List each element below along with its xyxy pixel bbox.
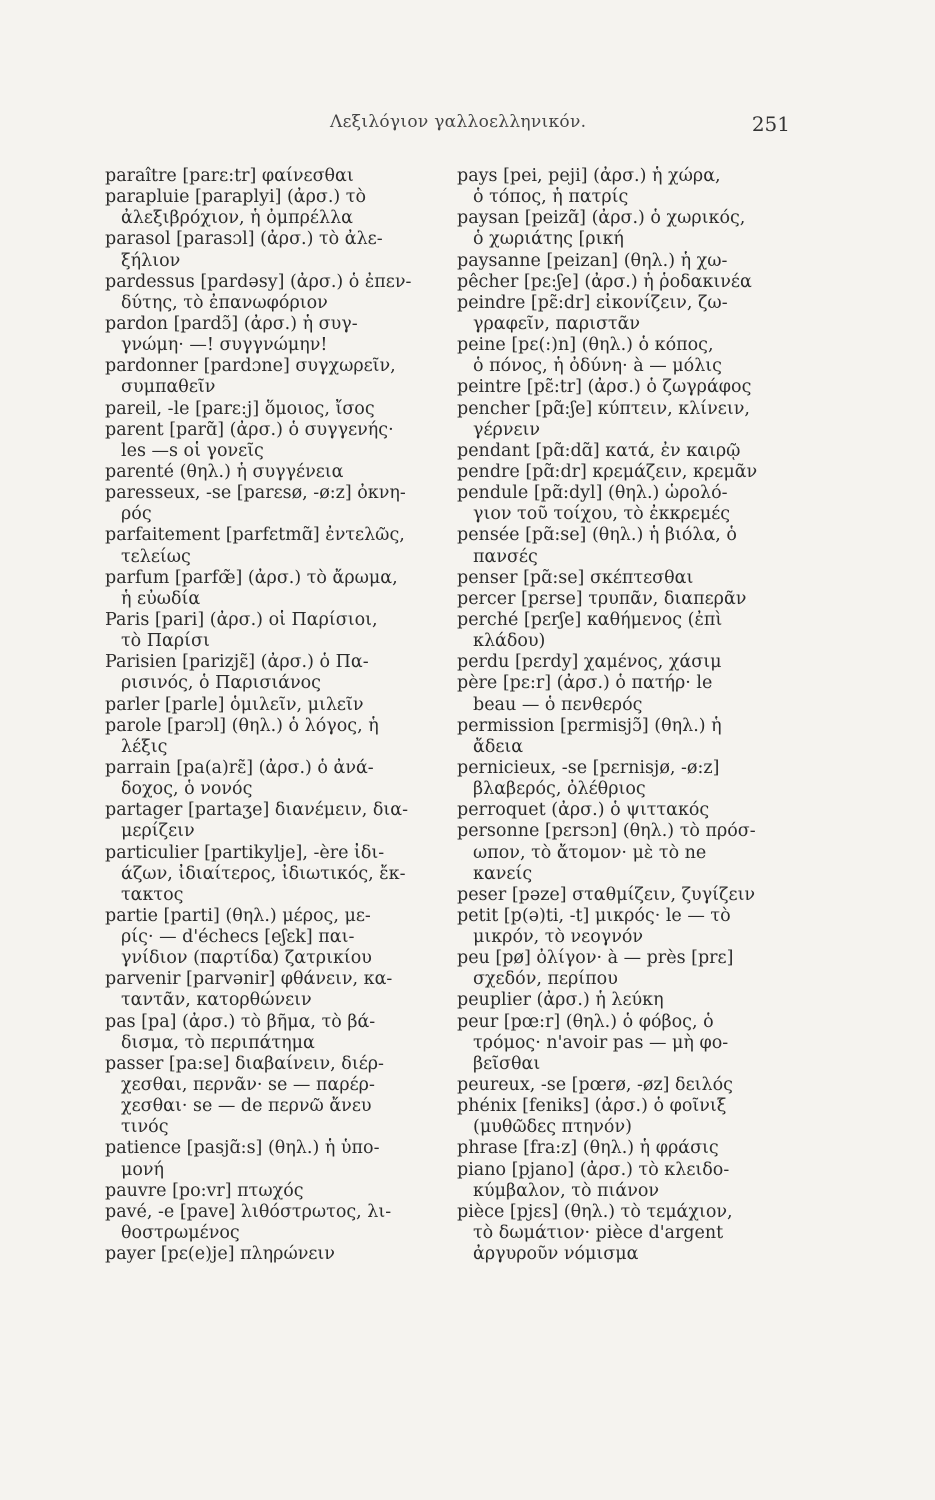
dictionary-line: peindre [pɛ̃:dr] εἰκονίζειν, ζω-	[457, 292, 728, 313]
dictionary-line: pardonner [pardɔne] συγχωρεῖν,	[105, 356, 396, 377]
dictionary-line: ἡ εὐωδία	[121, 588, 201, 609]
dictionary-line: peu [pø] ὀλίγον· à — près [prɛ]	[457, 948, 734, 969]
dictionary-line: parapluie [paraplyi] (ἀρσ.) τὸ	[105, 187, 367, 208]
dictionary-line: pardessus [pardəsy] (ἀρσ.) ὁ ἐπεν-	[105, 271, 412, 292]
dictionary-line: peser [pəze] σταθμίζειν, ζυγίζειν	[457, 884, 756, 905]
dictionary-line: γνίδιον (παρτίδα) ζατρικίου	[121, 948, 372, 969]
dictionary-line: pays [pei, peji] (ἀρσ.) ἡ χώρα,	[457, 166, 721, 186]
dictionary-line: paresseux, -se [parɛsø, -ø:z] ὀκνη-	[105, 483, 406, 504]
dictionary-line: paysanne [peizan] (θηλ.) ἡ χω-	[457, 250, 728, 271]
dictionary-line: paraître [parɛ:tr] φαίνεσθαι	[105, 166, 354, 186]
dictionary-line: paysan [peizɑ̃] (ἀρσ.) ὁ χωρικός,	[457, 208, 746, 229]
dictionary-line: parenté (θηλ.) ἡ συγγένεια	[105, 461, 344, 482]
dictionary-line: θοστρωμένος	[121, 1223, 240, 1244]
dictionary-line: peureux, -se [pœrø, -øz] δειλός	[457, 1075, 733, 1096]
dictionary-line: phrase [fra:z] (θηλ.) ἡ φράσις	[457, 1138, 719, 1159]
dictionary-line: phénix [feniks] (ἀρσ.) ὁ φοῖνιξ	[457, 1096, 727, 1117]
dictionary-line: pardon [pardɔ̃] (ἀρσ.) ἡ συγ-	[105, 313, 358, 334]
right-column	[457, 166, 787, 1265]
dictionary-line: βεῖσθαι	[473, 1053, 541, 1074]
dictionary-line: γέρνειν	[473, 419, 541, 440]
left-column	[105, 166, 435, 1265]
dictionary-line: κανείς	[473, 863, 533, 884]
dictionary-line: perdu [pɛrdy] χαμένος, χάσιμ	[457, 652, 722, 673]
dictionary-line: pièce [pjɛs] (θηλ.) τὸ τεμάχιον,	[457, 1201, 733, 1222]
dictionary-line: percer [pɛrse] τρυπᾶν, διαπερᾶν	[457, 588, 747, 609]
dictionary-line: parfaitement [parfɛtmɑ̃] ἐντελῶς,	[105, 525, 405, 546]
dictionary-line: parent [parɑ̃] (ἀρσ.) ὁ συγγενής·	[105, 419, 394, 440]
dictionary-line: μερίζειν	[121, 821, 195, 842]
dictionary-line: ὁ τόπος, ἡ πατρίς	[473, 187, 629, 208]
dictionary-line: parrain [pa(a)rɛ̃] (ἀρσ.) ὁ ἀνά-	[105, 757, 374, 778]
dictionary-line: ρίς· — d'échecs [eʃɛk] παι-	[121, 927, 355, 948]
dictionary-line: perché [pɛrʃe] καθήμενος (ἐπὶ	[457, 609, 723, 630]
dictionary-line: parler [parle] ὁμιλεῖν, μιλεῖν	[105, 694, 364, 715]
dictionary-line: beau — ὁ πενθερός	[473, 694, 643, 715]
dictionary-line: ωπον, τὸ ἄτομον· μὲ τὸ ne	[473, 842, 707, 863]
dictionary-line: passer [pa:se] διαβαίνειν, διέρ-	[105, 1053, 384, 1074]
running-title: Λεξιλόγιον γαλλοελληνικόν.	[330, 112, 587, 132]
dictionary-line: ὁ χωριάτης [ρική	[473, 229, 624, 250]
dictionary-line: pauvre [po:vr] πτωχός	[105, 1180, 304, 1201]
dictionary-line: κύμβαλον, τὸ πιάνον	[473, 1180, 660, 1201]
dictionary-line: peur [pœ:r] (θηλ.) ὁ φόβος, ὁ	[457, 1011, 714, 1032]
dictionary-line: γιον τοῦ τοίχου, τὸ ἐκκρεμές	[473, 504, 731, 525]
dictionary-line: parole [parɔl] (θηλ.) ὁ λόγος, ἡ	[105, 715, 379, 736]
dictionary-line: βλαβερός, ὀλέθριος	[473, 779, 646, 800]
dictionary-line: τὸ Παρίσι	[121, 631, 210, 652]
dictionary-line: pendule [pɑ̃:dyl] (θηλ.) ὡρολό-	[457, 483, 728, 504]
dictionary-line: pernicieux, -se [pɛrnisjø, -ø:z]	[457, 757, 720, 778]
dictionary-line: parasol [parasɔl] (ἀρσ.) τὸ ἀλε-	[105, 229, 383, 250]
dictionary-line: petit [p(ə)ti, -t] μικρός· le — τὸ	[457, 905, 731, 926]
dictionary-line: κλάδου)	[473, 631, 546, 652]
dictionary-line: piano [pjano] (ἀρσ.) τὸ κλειδο-	[457, 1159, 730, 1180]
dictionary-line: parvenir [parvənir] φθάνειν, κα-	[105, 969, 393, 990]
dictionary-line: τρόμος· n'avoir pas — μὴ φο-	[473, 1032, 729, 1053]
dictionary-line: penser [pɑ̃:se] σκέπτεσθαι	[457, 567, 694, 588]
dictionary-line: peintre [pɛ̃:tr] (ἀρσ.) ὁ ζωγράφος	[457, 377, 752, 398]
dictionary-line: Parisien [parizjɛ̃] (ἀρσ.) ὁ Πα-	[105, 652, 369, 673]
dictionary-line: χεσθαι· se — de περνῶ ἄνευ	[121, 1096, 372, 1117]
dictionary-line: τελείως	[121, 546, 191, 567]
dictionary-line: ἀλεξιβρόχιον, ἡ ὀμπρέλλα	[121, 208, 353, 229]
dictionary-line: permission [pɛrmisjɔ̃] (θηλ.) ἡ	[457, 715, 722, 736]
dictionary-line: les —s οἱ γονεῖς	[121, 440, 264, 461]
dictionary-line: ρισινός, ὁ Παρισιάνος	[121, 673, 321, 694]
dictionary-line: (μυθῶδες πτηνόν)	[473, 1117, 632, 1138]
dictionary-line: payer [pɛ(e)je] πληρώνειν	[105, 1244, 335, 1265]
dictionary-line: σχεδόν, περίπου	[473, 969, 618, 990]
dictionary-line: μικρόν, τὸ νεογνόν	[473, 927, 644, 948]
dictionary-line: άζων, ἰδιαίτερος, ἰδιωτικός, ἔκ-	[121, 863, 406, 884]
dictionary-line: pendant [pɑ̃:dɑ̃] κατά, ἐν καιρῷ	[457, 440, 741, 461]
dictionary-line: δισμα, τὸ περιπάτημα	[121, 1032, 315, 1053]
dictionary-line: γνώμη· —! συγγνώμην!	[121, 335, 328, 356]
dictionary-line: pencher [pɑ̃:ʃe] κύπτειν, κλίνειν,	[457, 398, 750, 419]
dictionary-line: ξήλιον	[121, 250, 181, 271]
dictionary-line: δύτης, τὸ ἐπανωφόριον	[121, 292, 328, 313]
dictionary-line: peuplier (ἀρσ.) ἡ λεύκη	[457, 990, 664, 1011]
dictionary-line: ὁ πόνος, ἡ ὀδύνη· à — μόλις	[473, 356, 722, 377]
dictionary-line: χεσθαι, περνᾶν· se — παρέρ-	[121, 1075, 375, 1096]
dictionary-line: γραφεῖν, παριστᾶν	[473, 313, 641, 334]
dictionary-line: Paris [pari] (ἀρσ.) οἱ Παρίσιοι,	[105, 609, 378, 630]
dictionary-line: pensée [pɑ̃:se] (θηλ.) ἡ βιόλα, ὁ	[457, 525, 737, 546]
dictionary-line: parfum [parfœ̃] (ἀρσ.) τὸ ἄρωμα,	[105, 567, 398, 588]
dictionary-line: peine [pɛ(:)n] (θηλ.) ὁ κόπος,	[457, 335, 714, 356]
dictionary-line: συμπαθεῖν	[121, 377, 216, 398]
dictionary-line: pendre [pɑ̃:dr] κρεμάζειν, κρεμᾶν	[457, 461, 758, 482]
dictionary-line: πανσές	[473, 546, 538, 567]
dictionary-line: particulier [partikylje], -ère ἰδι-	[105, 842, 385, 863]
dictionary-line: ἄδεια	[473, 736, 524, 757]
dictionary-line: ἀργυροῦν νόμισμα	[473, 1244, 639, 1265]
dictionary-line: pareil, -le [parɛ:j] ὅμοιος, ἴσος	[105, 398, 375, 419]
dictionary-line: δοχος, ὁ νονός	[121, 779, 253, 800]
page-number: 251	[751, 112, 790, 136]
dictionary-line: λέξις	[121, 736, 168, 757]
dictionary-line: partie [parti] (θηλ.) μέρος, με-	[105, 905, 371, 926]
page-header	[100, 112, 790, 142]
dictionary-line: τινός	[121, 1117, 169, 1138]
dictionary-line: père [pɛ:r] (ἀρσ.) ὁ πατήρ· le	[457, 673, 713, 694]
dictionary-line: patience [pasjɑ̃:s] (θηλ.) ἡ ὑπο-	[105, 1138, 380, 1159]
dictionary-line: personne [pɛrsɔn] (θηλ.) τὸ πρόσ-	[457, 821, 756, 842]
dictionary-line: pêcher [pɛ:ʃe] (ἀρσ.) ἡ ῥοδακινέα	[457, 271, 752, 292]
dictionary-line: ταντᾶν, κατορθώνειν	[121, 990, 312, 1011]
dictionary-line: τὸ δωμάτιον· pièce d'argent	[473, 1223, 724, 1244]
dictionary-line: pavé, -e [pave] λιθόστρωτος, λι-	[105, 1201, 392, 1222]
dictionary-line: partager [partaʒe] διανέμειν, δια-	[105, 800, 408, 821]
dictionary-line: μονή	[121, 1159, 165, 1180]
dictionary-line: pas [pa] (ἀρσ.) τὸ βῆμα, τὸ βά-	[105, 1011, 376, 1032]
dictionary-line: τακτος	[121, 884, 184, 905]
dictionary-line: perroquet (ἀρσ.) ὁ ψιττακός	[457, 800, 710, 821]
dictionary-line: ρός	[121, 504, 152, 525]
